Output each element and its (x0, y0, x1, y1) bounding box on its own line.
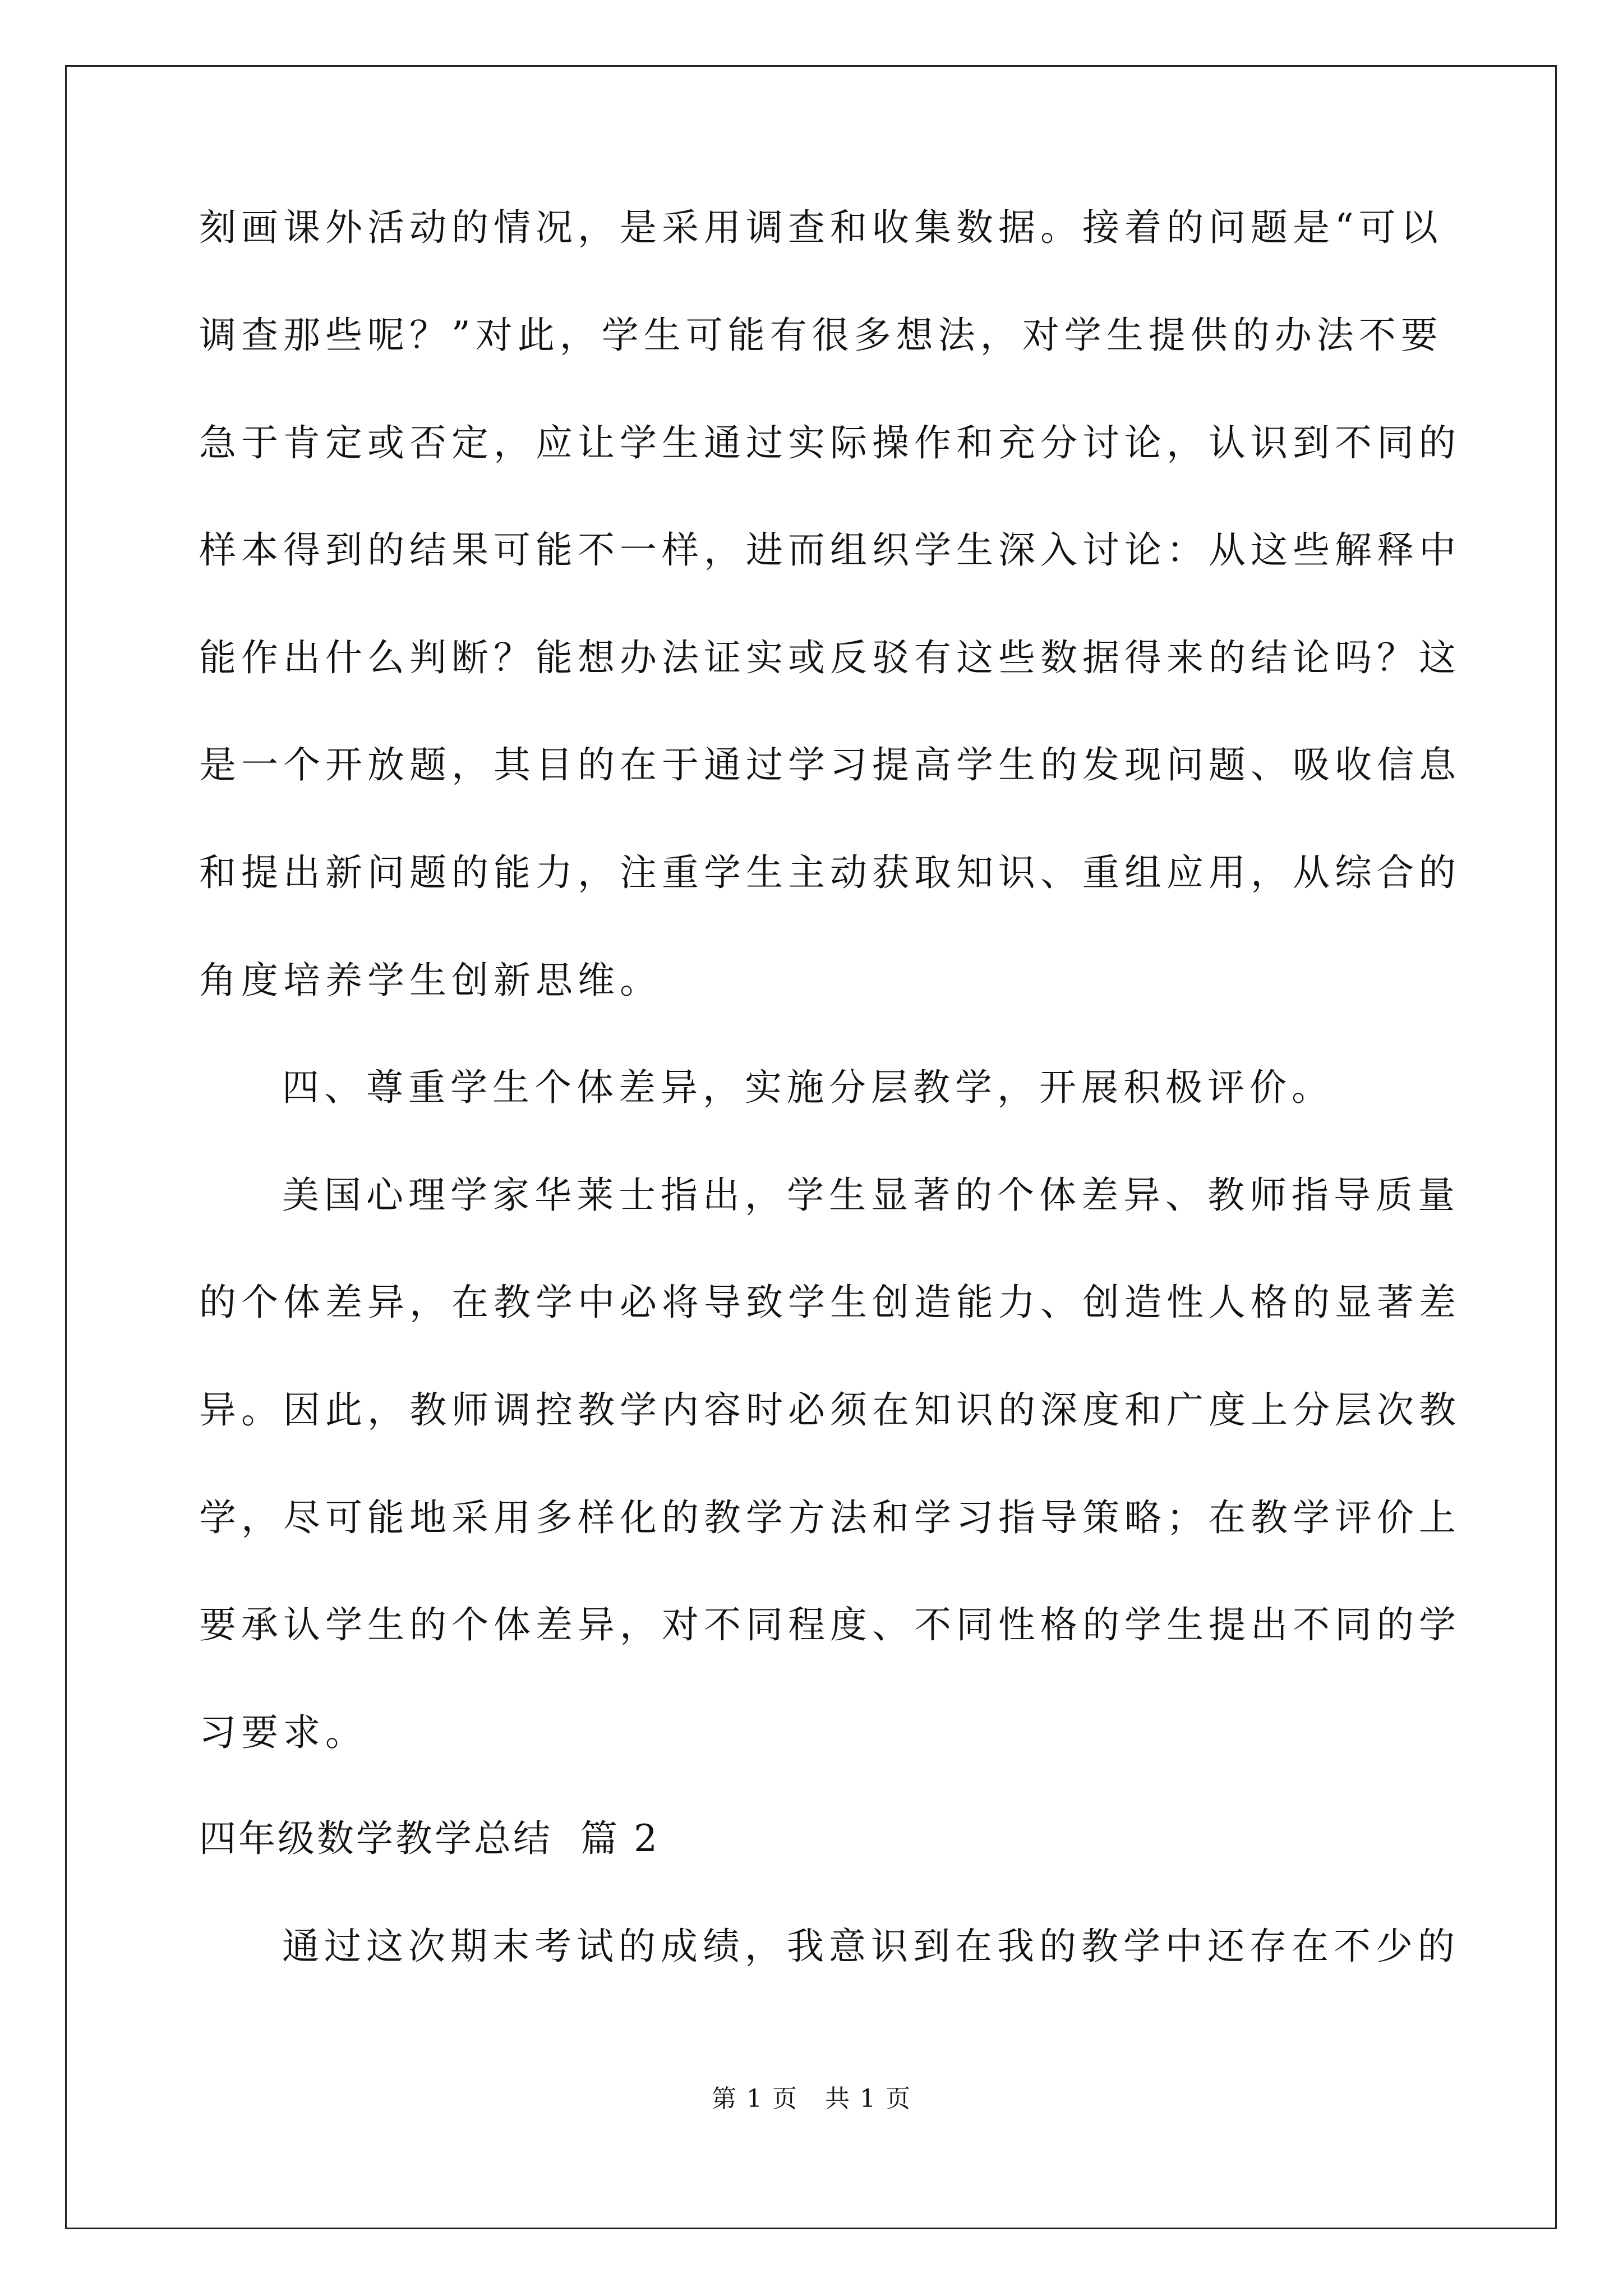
page-border (65, 65, 1557, 2229)
page-number-footer: 第 1 页 共 1 页 (712, 2085, 911, 2113)
body-line: 的个体差异，在教学中必将导致学生创造能力、创造性人格的显著差 (199, 1281, 1461, 1324)
body-line: 习要求。 (199, 1711, 367, 1754)
article-title: 四年级数学教学总结 篇 2 (199, 1817, 660, 1860)
paragraph-start: 美国心理学家华莱士指出，学生显著的个体差异、教师指导质量 (282, 1174, 1460, 1217)
body-line: 角度培养学生创新思维。 (199, 959, 662, 1002)
body-line: 要承认学生的个体差异，对不同程度、不同性格的学生提出不同的学 (199, 1603, 1461, 1646)
body-line: 异。因此，教师调控教学内容时必须在知识的深度和广度上分层次教 (199, 1388, 1461, 1432)
paragraph-start: 通过这次期末考试的成绩，我意识到在我的教学中还存在不少的 (282, 1925, 1460, 1968)
body-line: 学，尽可能地采用多样化的教学方法和学习指导策略；在教学评价上 (199, 1496, 1461, 1539)
section-heading: 四、尊重学生个体差异，实施分层教学，开展积极评价。 (282, 1066, 1334, 1109)
body-line: 是一个开放题，其目的在于通过学习提高学生的发现问题、吸收信息 (199, 743, 1461, 786)
body-line: 能作出什么判断？能想办法证实或反驳有这些数据得来的结论吗？这 (199, 636, 1461, 679)
body-line: 急于肯定或否定，应让学生通过实际操作和充分讨论，认识到不同的 (199, 421, 1461, 464)
body-line: 和提出新问题的能力，注重学生主动获取知识、重组应用，从综合的 (199, 851, 1461, 894)
body-line: 样本得到的结果可能不一样，进而组织学生深入讨论：从这些解释中 (199, 528, 1461, 572)
body-line: 刻画课外活动的情况，是采用调查和收集数据。接着的问题是“可以 (199, 206, 1443, 249)
body-line: 调查那些呢？”对此，学生可能有很多想法，对学生提供的办法不要 (199, 314, 1443, 357)
